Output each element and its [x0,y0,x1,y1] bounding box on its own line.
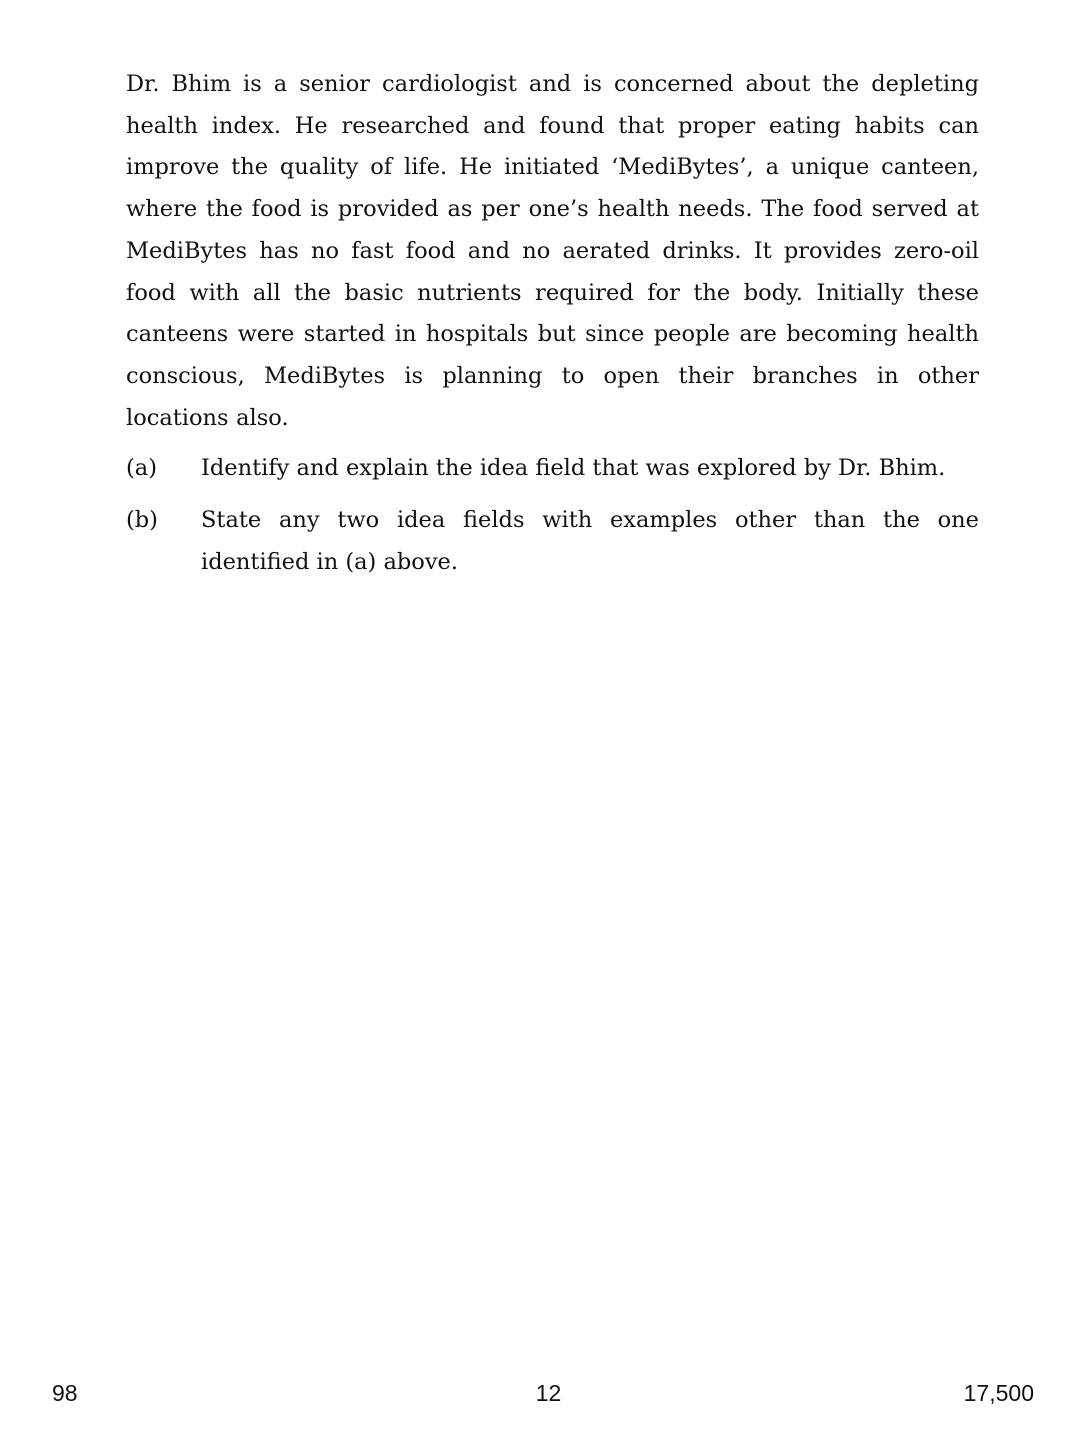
question-a-marker: (a) [126,455,157,482]
question-b-text: State any two idea fields with examples other than the one identified in (a) above. [201,507,979,575]
footer-count: 17,500 [963,1380,1034,1406]
footer-page-number: 12 [535,1380,562,1406]
question-content [126,64,979,583]
question-b [126,500,979,583]
question-a-text: Identify and explain the idea field that was explored by Dr. Bhim. [201,455,946,482]
footer-paper-code: 98 [52,1380,78,1406]
case-passage: Dr. Bhim is a senior cardiologist and is concerned about the depleting health index. He researched and found that proper eating habits can improve the quality of life. He initiated ‘MediBytes’, a unique canteen, where the food is provided as per one’s health needs. The food served at MediBytes has no fast food and no aerated drinks. It provides zero-oil food with all the basic nutrients required for the body. Initially these canteens were started in hospitals but since people are becoming health conscious, MediBytes is planning to open their branches in other locations also. [126,71,979,431]
question-b-marker: (b) [126,507,158,534]
question-a [126,448,979,490]
